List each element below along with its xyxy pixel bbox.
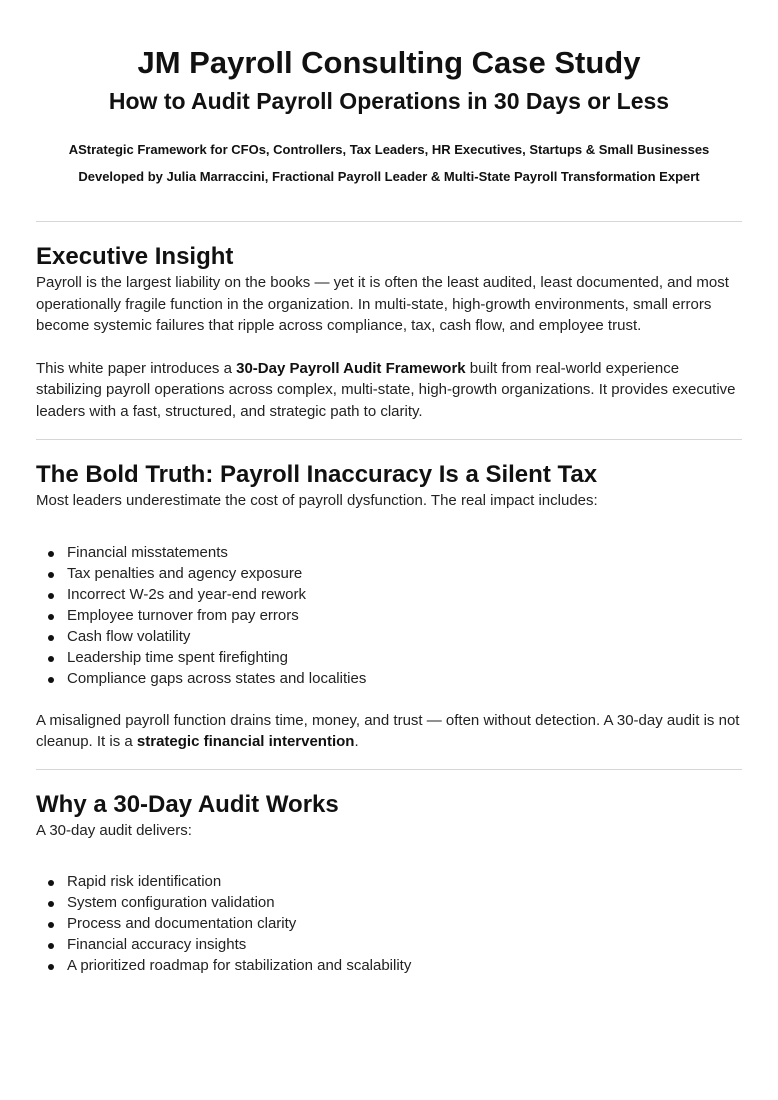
section-executive-insight xyxy=(36,222,742,422)
list-item: Incorrect W-2s and year-end rework xyxy=(67,584,742,605)
text-run: This white paper introduces a xyxy=(36,359,237,377)
text-run: built from real-world experience stabilizing payroll operations across complex, multi-state, high-growth organizations. It provides executive leaders with a fast, structured, and strategic path to clarity. xyxy=(36,359,736,420)
section-heading: The Bold Truth: Payroll Inaccuracy Is a Silent Tax xyxy=(36,461,598,488)
paragraph: A 30-day audit delivers: xyxy=(36,821,192,839)
paragraph xyxy=(36,358,742,423)
section-heading: Why a 30-Day Audit Works xyxy=(36,790,339,818)
benefits-list xyxy=(36,871,742,976)
document-author-line: Developed by Julia Marraccini, Fractional Payroll Leader & Multi-State Payroll Transformation Expert xyxy=(78,169,700,184)
emphasis-text: strategic financial intervention xyxy=(136,733,355,750)
list-item: Financial accuracy insights xyxy=(67,934,742,955)
list-item: Process and documentation clarity xyxy=(67,913,742,934)
list-item: Compliance gaps across states and localities xyxy=(67,668,742,689)
list-item: Tax penalties and agency exposure xyxy=(67,563,742,584)
list-item: Rapid risk identification xyxy=(67,871,742,892)
list-item: Leadership time spent firefighting xyxy=(67,647,742,668)
emphasis-text: 30-Day Payroll Audit Framework xyxy=(236,359,466,377)
list-item: Employee turnover from pay errors xyxy=(67,605,742,626)
text-run: A misaligned payroll function drains time, money, and trust — often without detection. A 30-day audit is not cleanup. It is a xyxy=(36,711,740,750)
section-heading: Executive Insight xyxy=(36,243,234,270)
impact-list xyxy=(36,542,742,689)
document-title: JM Payroll Consulting Case Study xyxy=(137,45,641,80)
text-run: . xyxy=(354,733,359,750)
list-item: System configuration validation xyxy=(67,892,742,913)
document-tagline: AStrategic Framework for CFOs, Controllers, Tax Leaders, HR Executives, Startups & Small Businesses xyxy=(68,142,710,157)
section-why-30-day xyxy=(36,770,742,977)
paragraph: Most leaders underestimate the cost of payroll dysfunction. The real impact includes: xyxy=(36,492,598,509)
paragraph xyxy=(36,710,742,753)
paragraph: Payroll is the largest liability on the books — yet it is often the least audited, least documented, and most operationally fragile function in the organization. In multi-state, high-growth environments, small errors become systemic failures that ripple across compliance, tax, cash flow, and employee trust. xyxy=(36,274,729,334)
list-item: Cash flow volatility xyxy=(67,626,742,647)
list-item: A prioritized roadmap for stabilization and scalability xyxy=(67,955,742,976)
list-item: Financial misstatements xyxy=(67,542,742,563)
section-bold-truth xyxy=(36,440,742,753)
document-subtitle: How to Audit Payroll Operations in 30 Days or Less xyxy=(108,88,670,114)
